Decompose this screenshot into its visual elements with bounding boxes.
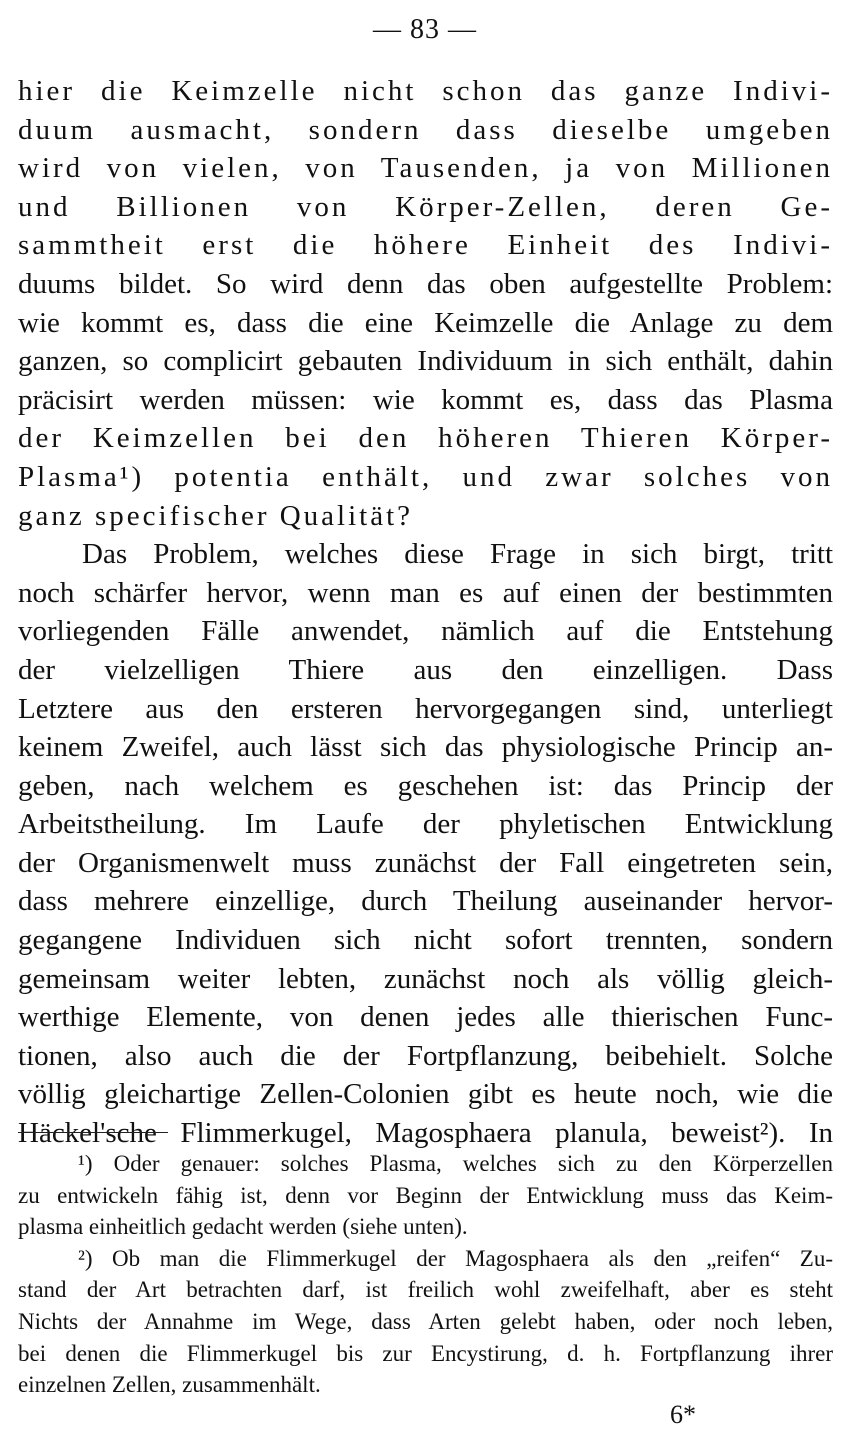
- footnote-line: stand der Art betrachten darf, ist freilich wohl zweifelhaft, aber es steht: [18, 1277, 833, 1303]
- body-line: der vielzelligen Thiere aus den einzelligen. Dass: [18, 653, 833, 686]
- body-line: werthige Elemente, von denen jedes alle thierischen Func-: [18, 1001, 833, 1034]
- footnote-divider: [18, 1132, 168, 1133]
- body-line: präcisirt werden müssen: wie kommt es, dass das Plasma: [18, 383, 833, 416]
- body-line: Arbeitstheilung. Im Laufe der phyletischen Entwicklung: [18, 808, 833, 841]
- body-line: wie kommt es, dass die eine Keimzelle die Anlage zu dem: [18, 306, 833, 339]
- body-line: Plasma¹) potentia enthält, und zwar solches von: [18, 460, 833, 493]
- body-line: der Keimzellen bei den höheren Thieren Körper-: [18, 422, 833, 455]
- page-number: — 83 —: [373, 14, 477, 45]
- body-line: vorliegenden Fälle anwendet, nämlich auf die Entstehung: [18, 615, 833, 648]
- body-line: und Billionen von Körper-Zellen, deren Ge-: [18, 190, 833, 223]
- footnote-line: zu entwickeln fähig ist, denn vor Beginn der Entwicklung muss das Keim-: [18, 1182, 833, 1208]
- body-line: Das Problem, welches diese Frage in sich birgt, tritt: [82, 538, 833, 571]
- body-line: dass mehrere einzellige, durch Theilung auseinander hervor-: [18, 885, 833, 918]
- footnotes: [18, 1148, 833, 1401]
- body-line: duums bildet. So wird denn das oben aufgestellte Problem:: [18, 267, 833, 300]
- body-text: [18, 72, 833, 1153]
- footnote-line: ²) Ob man die Flimmerkugel der Magosphaera als den „reifen“ Zu-: [78, 1245, 833, 1271]
- printer-signature: 6*: [670, 1400, 696, 1429]
- body-line: noch schärfer hervor, wenn man es auf einen der bestimmten: [18, 576, 833, 609]
- footnote-line: plasma einheitlich gedacht werden (siehe unten).: [18, 1214, 468, 1240]
- body-line: tionen, also auch die der Fortpflanzung, beibehielt. Solche: [18, 1039, 833, 1072]
- footnote-line: ¹) Oder genauer: solches Plasma, welches sich zu den Körperzellen: [78, 1151, 833, 1176]
- body-line: der Organismenwelt muss zunächst der Fall eingetreten sein,: [18, 846, 833, 879]
- body-line: geben, nach welchem es geschehen ist: das Princip der: [18, 769, 833, 802]
- body-line: wird von vielen, von Tausenden, ja von Millionen: [18, 152, 833, 185]
- body-line: ganzen, so complicirt gebauten Individuum in sich enthält, dahin: [18, 345, 833, 378]
- footnote-line: bei denen die Flimmerkugel bis zur Encystirung, d. h. Fortpflanzung ihrer: [18, 1340, 833, 1366]
- body-line: völlig gleichartige Zellen-Colonien gibt es heute noch, wie die: [18, 1078, 833, 1111]
- body-line: gemeinsam weiter lebten, zunächst noch als völlig gleich-: [18, 962, 833, 995]
- footnote-line: Nichts der Annahme im Wege, dass Arten gelebt haben, oder noch leben,: [18, 1308, 833, 1334]
- body-line: keinem Zweifel, auch lässt sich das physiologische Princip an-: [18, 731, 833, 764]
- body-line: Letztere aus den ersteren hervorgegangen sind, unterliegt: [18, 692, 833, 725]
- footnote-line: einzelnen Zellen, zusammenhält.: [18, 1372, 321, 1398]
- body-line: Häckel'sche Flimmerkugel, Magosphaera planula, beweist²). In: [18, 1117, 833, 1150]
- body-line: ganz specifischer Qualität?: [18, 499, 414, 532]
- body-line: gegangene Individuen sich nicht sofort trennten, sondern: [18, 924, 833, 957]
- body-line: sammtheit erst die höhere Einheit des Indivi-: [18, 229, 833, 262]
- body-line: duum ausmacht, sondern dass dieselbe umgeben: [18, 113, 833, 146]
- body-line: hier die Keimzelle nicht schon das ganze Indivi-: [18, 75, 833, 107]
